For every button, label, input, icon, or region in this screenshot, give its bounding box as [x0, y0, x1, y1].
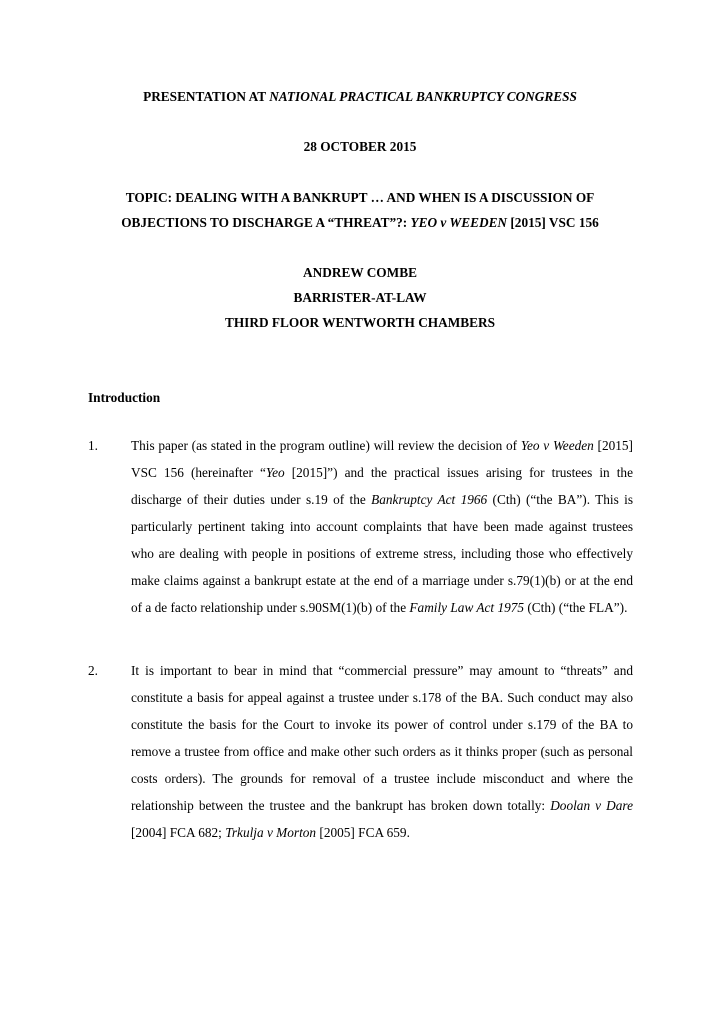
paragraph-body	[131, 657, 633, 846]
section-heading: Introduction	[88, 390, 161, 405]
case-name-italic: Yeo v Weeden	[520, 438, 594, 453]
congress-name: NATIONAL PRACTICAL BANKRUPTCY CONGRESS	[269, 89, 577, 104]
text-segment: It is important to bear in mind that “commercial pressure” may amount to “threats” and constitute a basis for appeal against a trustee under s.178 of the BA. Such conduct may also constitute the basis for the Court to invoke its power of control under s.179 of the BA to remove a trustee from office and make other such orders as it thinks proper (such as personal costs orders). The grounds for removal of a trustee include misconduct and where the relationship between the trustee and the bankrupt has broken down totally:	[131, 663, 633, 813]
text-segment: [2004] FCA 682;	[131, 825, 226, 840]
paragraph-body	[131, 432, 633, 621]
author-chambers: THIRD FLOOR WENTWORTH CHAMBERS	[224, 315, 496, 330]
case-name-italic: Doolan v Dare	[550, 798, 633, 813]
presentation-title	[0, 89, 720, 105]
act-name-italic: Bankruptcy Act 1966	[371, 492, 488, 507]
presentation-date: 28 OCTOBER 2015	[303, 139, 417, 154]
text-segment: (Cth) (“the FLA”).	[524, 600, 628, 615]
text-segment: [2005] FCA 659.	[316, 825, 410, 840]
case-short-italic: Yeo	[265, 465, 285, 480]
act-name-italic: Family Law Act 1975	[409, 600, 525, 615]
topic-prefix: OBJECTIONS TO DISCHARGE A “THREAT”?:	[121, 215, 411, 230]
text-segment: [2015] VSC 156 (hereinafter “	[131, 438, 633, 480]
title-prefix: PRESENTATION AT	[143, 89, 270, 104]
text-segment: [2015]”) and the practical issues arising for trustees in the discharge of their duties under s.19 of the	[131, 465, 633, 507]
text-segment: (Cth) (“the BA”). This is particularly pertinent taking into account complaints that have been made against trustees who are dealing with people in positions of extreme stress, including those who effectively make claims against a bankrupt estate at the end of a marriage under s.79(1)(b) or at the end of a de facto relationship under s.90SM(1)(b) of the	[131, 492, 633, 615]
author-role: BARRISTER-AT-LAW	[293, 290, 427, 305]
paragraph-2	[88, 657, 633, 846]
paragraph-number: 1.	[88, 438, 98, 453]
paragraph-number: 2.	[88, 663, 98, 678]
topic-line-1: TOPIC: DEALING WITH A BANKRUPT … AND WHEN IS A DISCUSSION OF	[125, 190, 595, 205]
topic-line-2	[0, 215, 720, 231]
case-name-italic: Trkulja v Morton	[225, 825, 317, 840]
case-name: YEO v WEEDEN	[410, 215, 508, 230]
text-segment: This paper (as stated in the program outline) will review the decision of	[131, 438, 521, 453]
author-name: ANDREW COMBE	[303, 265, 417, 280]
case-citation: [2015] VSC 156	[507, 215, 599, 230]
paragraph-1	[88, 432, 633, 621]
